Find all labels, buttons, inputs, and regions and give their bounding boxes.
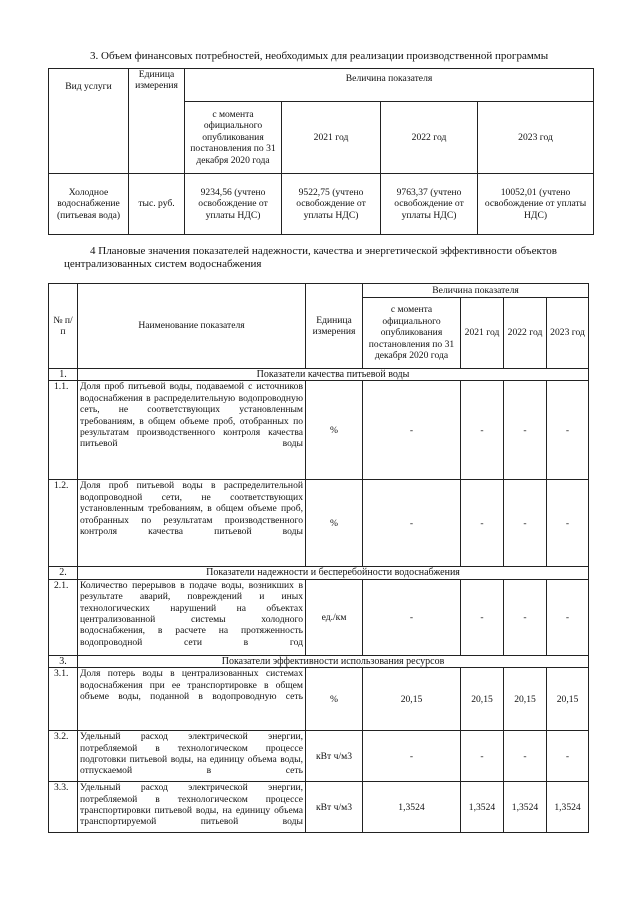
section-num: 3. [49, 655, 78, 667]
header-value: Величина показателя [363, 284, 589, 298]
row-value-2021: - [461, 731, 504, 782]
row-num: 2.1. [49, 579, 78, 655]
row-num: 1.1. [49, 381, 78, 480]
header-unit: Единица измерения [306, 284, 363, 369]
row-unit: кВт ч/м3 [306, 731, 363, 782]
section-num: 2. [49, 567, 78, 579]
section-title: Показатели качества питьевой воды [78, 369, 589, 381]
header-service: Вид услуги [49, 69, 129, 174]
section-row [49, 369, 589, 381]
row-value-2020: 1,3524 [363, 782, 461, 833]
header-2023: 2023 год [547, 298, 589, 369]
header-name: Наименование показателя [78, 284, 306, 369]
row-value-2022: - [504, 731, 547, 782]
row-name: Количество перерывов в подаче воды, возникших в результате аварий, повреждений и иных технологических нарушений на объектах централизованной системы холодного водоснабжения, в расчете на протяженность водопроводной сети в год [78, 579, 306, 655]
section-row [49, 655, 589, 667]
row-name: Доля проб питьевой воды в распределительной водопроводной сети, не соответствующих установленным требованиям, в общем объеме проб, отобранных по результатам производственного контроля качества питьевой воды [78, 480, 306, 567]
value-2023: 10052,01 (учтено освобождение от уплаты НДС) [478, 174, 594, 235]
table-row [49, 668, 589, 731]
indicators-table [48, 283, 589, 833]
table-row [49, 174, 594, 235]
table-row [49, 381, 589, 480]
row-unit: % [306, 668, 363, 731]
row-num: 1.2. [49, 480, 78, 567]
row-value-2020: - [363, 731, 461, 782]
row-unit: ед./км [306, 579, 363, 655]
row-num: 3.3. [49, 782, 78, 833]
header-2021: 2021 год [461, 298, 504, 369]
header-num: № п/п [49, 284, 78, 369]
row-value-2022: - [504, 381, 547, 480]
row-value-2023: - [547, 731, 589, 782]
row-value-2023: 20,15 [547, 668, 589, 731]
row-value-2020: - [363, 480, 461, 567]
row-value-2023: 1,3524 [547, 782, 589, 833]
header-unit: Единица измерения [129, 69, 185, 174]
table-row [49, 480, 589, 567]
row-value-2020: - [363, 579, 461, 655]
service-name: Холодное водоснабжение (питьевая вода) [49, 174, 129, 235]
row-value-2021: 1,3524 [461, 782, 504, 833]
header-period-2020: с момента официального опубликования постановления по 31 декабря 2020 года [185, 102, 282, 174]
table-row [49, 782, 589, 833]
row-num: 3.2. [49, 731, 78, 782]
section-title: Показатели надежности и бесперебойности водоснабжения [78, 567, 589, 579]
header-2022: 2022 год [381, 102, 478, 174]
table-row [49, 579, 589, 655]
row-value-2023: - [547, 480, 589, 567]
section-3-title: 3. Объем финансовых потребностей, необходимых для реализации производственной программы [90, 50, 549, 62]
row-value-2020: 20,15 [363, 668, 461, 731]
row-value-2022: 1,3524 [504, 782, 547, 833]
financial-needs-table [48, 68, 594, 235]
row-value-2023: - [547, 381, 589, 480]
row-value-2022: - [504, 579, 547, 655]
section-4-title: 4 Плановые значения показателей надежности, качества и энергетической эффективности объектов централизованных систем водоснабжения [64, 245, 558, 270]
row-unit: кВт ч/м3 [306, 782, 363, 833]
row-name: Доля потерь воды в централизованных системах водоснабжения при ее транспортировке в общем объеме воды, поданной в водопроводную сеть [78, 668, 306, 731]
row-name: Доля проб питьевой воды, подаваемой с источников водоснабжения в распределительную водопроводную сеть, не соответствующих установленным требованиям, в общем объеме проб, отобранных по результатам производственного контроля качества питьевой воды [78, 381, 306, 480]
row-value-2022: 20,15 [504, 668, 547, 731]
row-value-2021: 20,15 [461, 668, 504, 731]
row-value-2021: - [461, 579, 504, 655]
value-2020: 9234,56 (учтено освобождение от уплаты НДС) [185, 174, 282, 235]
section-title: Показатели эффективности использования ресурсов [78, 655, 589, 667]
service-unit: тыс. руб. [129, 174, 185, 235]
row-value-2022: - [504, 480, 547, 567]
row-value-2020: - [363, 381, 461, 480]
header-period-2020: с момента официального опубликования постановления по 31 декабря 2020 года [363, 298, 461, 369]
header-2022: 2022 год [504, 298, 547, 369]
value-2021: 9522,75 (учтено освобождение от уплаты НДС) [282, 174, 381, 235]
row-unit: % [306, 480, 363, 567]
value-2022: 9763,37 (учтено освобождение от уплаты НДС) [381, 174, 478, 235]
header-2021: 2021 год [282, 102, 381, 174]
row-value-2023: - [547, 579, 589, 655]
row-value-2021: - [461, 381, 504, 480]
header-value: Величина показателя [185, 69, 594, 102]
row-unit: % [306, 381, 363, 480]
row-value-2021: - [461, 480, 504, 567]
section-num: 1. [49, 369, 78, 381]
table-row [49, 731, 589, 782]
row-name: Удельный расход электрической энергии, потребляемой в технологическом процессе транспортировки питьевой воды, на единицу объема транспортируемой питьевой воды [78, 782, 306, 833]
section-row [49, 567, 589, 579]
header-2023: 2023 год [478, 102, 594, 174]
row-num: 3.1. [49, 668, 78, 731]
row-name: Удельный расход электрической энергии, потребляемой в технологическом процессе подготовки питьевой воды, на единицу объема воды, отпускаемой в сеть [78, 731, 306, 782]
